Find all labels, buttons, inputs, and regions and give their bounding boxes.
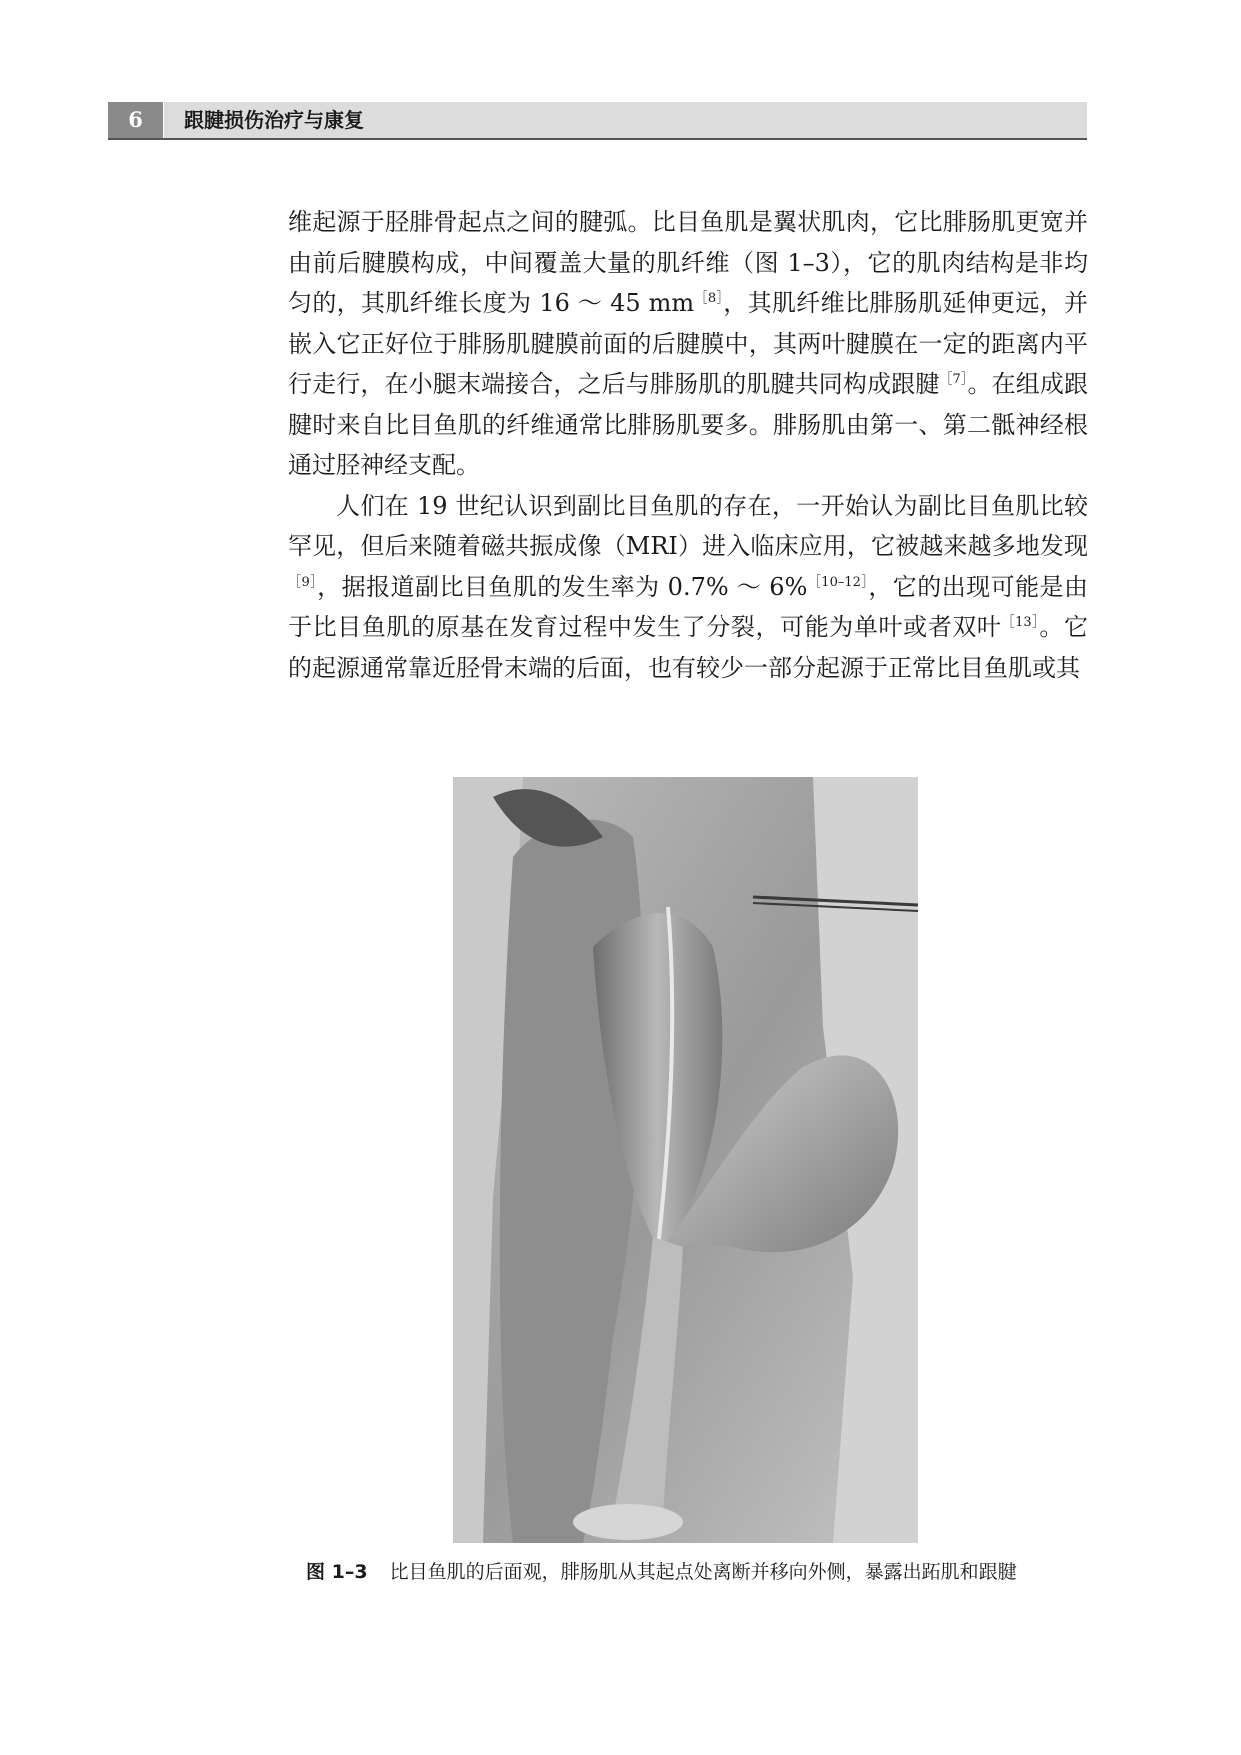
text-line: 。在组成跟腱 (288, 370, 1089, 439)
running-title: 跟腱损伤治疗与康复 (164, 102, 1087, 138)
text-line: ，据报道副比目鱼肌的发生率为 0.7% ～ 6% (317, 572, 808, 601)
text-line: 它正好位于腓肠肌腱膜前面的后腱膜中，其两叶腱膜在一定的距离内平行 (288, 329, 1088, 398)
text-line: ，其肌纤维比腓肠肌延伸更远，并嵌入 (288, 289, 1089, 358)
header-rule (108, 138, 1087, 140)
text-line: 维起源于胫腓骨起点之间的腱弧。比目鱼肌是翼状肌肉，它比腓肠肌更宽 (288, 208, 1064, 236)
figure-photo (453, 777, 918, 1543)
citation: ［7］ (939, 372, 968, 387)
text-line: ，它的出现可能是由于 (288, 572, 1088, 641)
dissection-photo-illustration (453, 777, 918, 1543)
text-line: 匀的，其肌纤维长度为 16 ～ 45 mm (288, 289, 695, 317)
figure-caption (306, 1557, 1086, 1587)
paragraph (288, 202, 1088, 486)
text-line: 走行，在小腿末端接合，之后与腓肠肌的肌腱共同构成跟腱 (312, 370, 940, 398)
text-line: 比目鱼肌的原基在发育过程中发生了分裂，可能为单叶或者双叶 (312, 613, 1002, 641)
text-line: 通过胫神经支配。 (288, 451, 480, 479)
text-line: 现 (1064, 532, 1088, 560)
body-text (288, 202, 1088, 688)
figure-label: 图 1–3 (306, 1561, 368, 1583)
caption-text: 比目鱼肌的后面观，腓肠肌从其起点处离断并移向外侧，暴露出跖肌和跟腱 (389, 1561, 1017, 1583)
text-line: 较罕见，但后来随着磁共振成像（MRI）进入临床应用，它被越来越多地发 (288, 491, 1088, 560)
citation: ［9］ (288, 574, 318, 590)
text-line: 起源通常靠近胫骨末端的后面，也有较少一部分起源于正常比目鱼肌或其 (312, 653, 1080, 682)
paragraph (288, 486, 1088, 689)
citation: ［10–12］ (807, 574, 869, 590)
text-line: 时来自比目鱼肌的纤维通常比腓肠肌要多。腓肠肌由第一、第二骶神经根 (312, 410, 1088, 439)
citation: ［13］ (1001, 615, 1040, 630)
running-header (108, 102, 1087, 138)
text-line: 。它的 (288, 613, 1089, 682)
text-line: 人们在 19 世纪认识到副比目鱼肌的存在，一开始认为副比目鱼肌比 (336, 491, 1064, 520)
page-number: 6 (108, 102, 163, 138)
text-line: 并由前后腱膜构成，中间覆盖大量的肌纤维（图 1–3），它的肌肉结构是非均 (288, 208, 1088, 277)
citation: ［8］ (694, 291, 724, 306)
